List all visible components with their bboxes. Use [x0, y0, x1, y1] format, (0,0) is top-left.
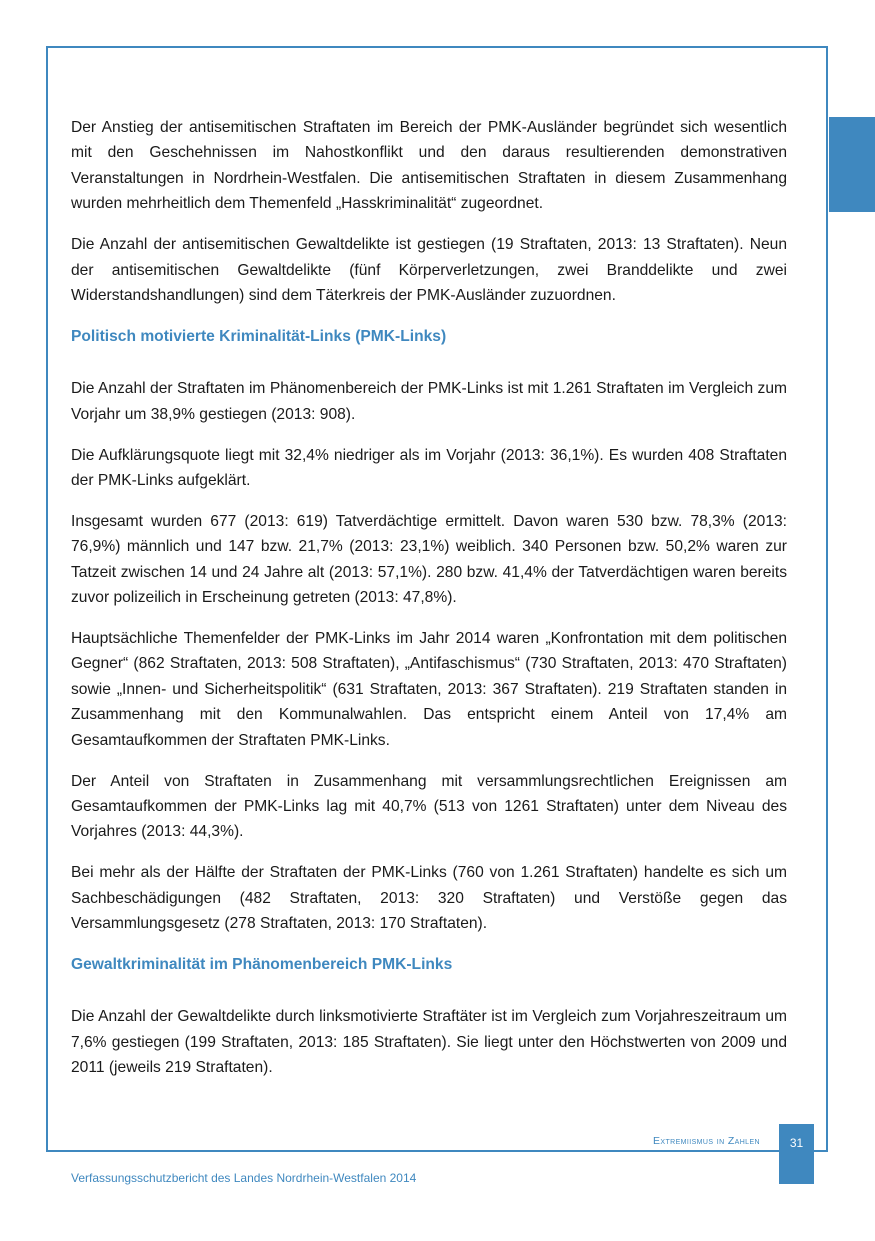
paragraph-antisemitic-violence: Die Anzahl der antisemitischen Gewaltdelikte ist gestiegen (19 Straftaten, 2013: 13 Straftaten). Neun der antisemitischen Gewaltdelikte (fünf Körperverletzungen, zwei Branddelikte und zwei Widerstandshandlungen) sind dem Täterkreis der PMK-Ausländer zuzuordnen.: [71, 236, 787, 304]
paragraph-suspects: Insgesamt wurden 677 (2013: 619) Tatverdächtige ermittelt. Davon waren 530 bzw. 78,3% (2013: 76,9%) männlich und 147 bzw. 21,7% (2013: 23,1%) weiblich. 340 Personen bzw. 50,2% waren zur Tatzeit zwischen 14 und 24 Jahre alt (2013: 57,1%). 280 bzw. 41,4% der Tatverdächtigen waren bereits zuvor polizeilich in Erscheinung getreten (2013: 47,8%).: [71, 512, 787, 607]
chapter-side-tab: [829, 117, 875, 212]
paragraph-antisemitic-increase: Der Anstieg der antisemitischen Straftaten im Bereich der PMK-Ausländer begründet sich wesentlich mit den Geschehnissen im Nahostkonflikt und den daraus resultierenden demonstrativen Veranstaltungen in Nordrhein-Westfalen. Die antisemitischen Straftaten in diesem Zusammenhang wurden mehrheitlich dem Themenfeld „Hasskriminalität“ zugeordnet.: [71, 119, 787, 213]
paragraph-topic-fields: Hauptsächliche Themenfelder der PMK-Links im Jahr 2014 waren „Konfrontation mit dem politischen Gegner“ (862 Straftaten, 2013: 508 Straftaten), „Antifaschismus“ (730 Straftaten, 2013: 470 Straftaten) sowie „Innen- und Sicherheitspolitik“ (631 Straftaten, 2013: 367 Straftaten). 219 Straftaten standen in Zusammenhang mit den Kommunalwahlen. Das entspricht einem Anteil von 17,4% am Gesamtaufkommen der Straftaten PMK-Links.: [71, 630, 787, 749]
section-heading-pmk-links: Politisch motivierte Kriminalität-Links (PMK-Links): [71, 327, 447, 345]
section-heading-violent-crime: Gewaltkriminalität im Phänomenbereich PMK-Links: [71, 955, 453, 973]
footer-section-title: Extremiismus in Zahlen: [652, 1135, 760, 1147]
paragraph-assembly-share: Der Anteil von Straftaten in Zusammenhang mit versammlungsrechtlichen Ereignissen am Gesamtaufkommen der PMK-Links lag mit 40,7% (513 von 1261 Straftaten) unter dem Niveau des Vorjahres (2013: 44,3%).: [71, 772, 787, 841]
paragraph-clearance-rate: Die Aufklärungsquote liegt mit 32,4% niedriger als im Vorjahr (2013: 36,1%). Es wurden 408 Straftaten der PMK-Links aufgeklärt.: [71, 446, 787, 489]
page-number: 31: [779, 1124, 814, 1184]
paragraph-property-damage: Bei mehr als der Hälfte der Straftaten der PMK-Links (760 von 1.261 Straftaten) handelte es sich um Sachbeschädigungen (482 Straftaten, 2013: 320 Straftaten) und Verstöße gegen das Versammlungsgesetz (278 Straftaten, 2013: 170 Straftaten).: [71, 864, 787, 933]
main-content: [71, 115, 787, 1096]
paragraph-pmk-links-count: Die Anzahl der Straftaten im Phänomenbereich der PMK-Links ist mit 1.261 Straftaten im Vergleich zum Vorjahr um 38,9% gestiegen (2013: 908).: [71, 380, 787, 423]
paragraph-violent-offences: Die Anzahl der Gewaltdelikte durch linksmotivierte Straftäter ist im Vergleich zum Vorjahreszeitraum um 7,6% gestiegen (199 Straftaten, 2013: 185 Straftaten). Sie liegt unter den Höchstwerten von 2009 und 2011 (jeweils 219 Straftaten).: [71, 1008, 787, 1077]
footer-publication-title: Verfassungsschutzbericht des Landes Nordrhein-Westfalen 2014: [71, 1171, 417, 1185]
